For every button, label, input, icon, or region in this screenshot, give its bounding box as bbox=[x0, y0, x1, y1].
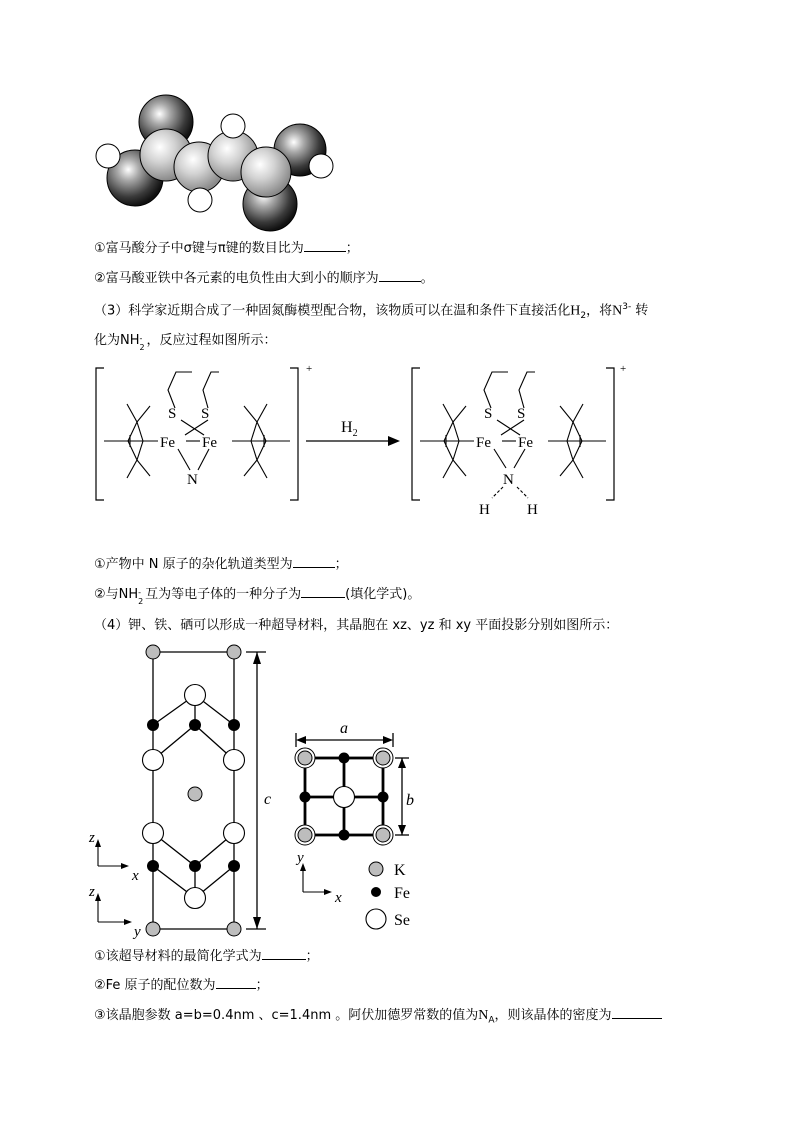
atom-K bbox=[298, 828, 312, 842]
atom-K bbox=[227, 645, 241, 659]
atom-S: S bbox=[201, 406, 210, 422]
legend-K-label: K bbox=[394, 862, 406, 879]
reaction-scheme bbox=[90, 360, 640, 525]
carbon-atom bbox=[241, 147, 291, 197]
legend-Fe-marker bbox=[371, 887, 381, 897]
part4-intro: （4）钾、铁、硒可以形成一种超导材料，其晶胞在 xz、yz 和 xy 平面投影分别如图所示： bbox=[94, 618, 619, 633]
atom-Se bbox=[185, 685, 206, 706]
atom-Fe bbox=[189, 860, 201, 872]
atom-N: N bbox=[187, 472, 198, 488]
legend-K-marker bbox=[369, 862, 383, 876]
answer-blank[interactable] bbox=[304, 251, 346, 252]
crystal-cell-projections bbox=[86, 640, 426, 940]
fumaric-acid-model bbox=[92, 92, 342, 232]
hydrogen-atom bbox=[96, 144, 120, 168]
atom-H: H bbox=[527, 502, 538, 518]
atom-Se bbox=[143, 750, 164, 771]
question-electronegativity-order: ②富马酸亚铁中各元素的电负性由大到小的顺序为 。 bbox=[94, 271, 434, 286]
axis-x-label: x bbox=[335, 890, 342, 906]
axis-x-label: x bbox=[132, 868, 139, 884]
atom-S: S bbox=[168, 406, 177, 422]
atom-Fe bbox=[147, 860, 159, 872]
atom-K bbox=[146, 645, 160, 659]
hydrogen-atom bbox=[309, 154, 333, 178]
atom-Fe bbox=[228, 860, 240, 872]
question-formula: ①该超导材料的最简化学式为 ； bbox=[94, 949, 319, 964]
answer-blank[interactable] bbox=[262, 959, 306, 960]
label-a: a bbox=[340, 720, 348, 737]
question-coordination-number: ②Fe 原子的配位数为 ； bbox=[94, 978, 269, 993]
question-density: ③该晶胞参数 a=b=0.4nm 、c=1.4nm 。阿伏加德罗常数的值为$N_A$，则该晶体的密度为 bbox=[94, 1007, 662, 1030]
question-fumaric-bond-ratio: ①富马酸分子中σ键与π键的数目比为 ； bbox=[94, 241, 359, 256]
answer-blank[interactable] bbox=[379, 281, 421, 282]
reagent-h2: $H_2$ bbox=[341, 419, 358, 439]
axis-z-label: z bbox=[89, 884, 95, 900]
atom-H: H bbox=[479, 502, 490, 518]
answer-blank[interactable] bbox=[293, 567, 335, 568]
atom-Fe bbox=[339, 830, 350, 841]
atom-Fe: Fe bbox=[202, 435, 217, 451]
legend-Se-marker bbox=[366, 909, 386, 929]
part3-intro-line1: （3）科学家近期合成了一种固氮酶模型配合物，该物质可以在温和条件下直接活化$H_2$，将$N^{3-}$ 转 bbox=[94, 302, 649, 321]
legend-Fe-label: Fe bbox=[394, 885, 410, 902]
question-hybridization: ①产物中 N 原子的杂化轨道类型为 ； bbox=[94, 557, 348, 572]
atom-Fe bbox=[300, 792, 311, 803]
atom-Fe bbox=[378, 792, 389, 803]
label-b: b bbox=[406, 792, 414, 809]
atom-Se bbox=[185, 888, 206, 909]
hydrogen-atom bbox=[221, 114, 245, 138]
question-isoelectronic: ②与NH - 2 互为等电子体的一种分子为 (填化学式)。 bbox=[94, 587, 421, 606]
atom-Fe bbox=[189, 719, 201, 731]
charge-plus: + bbox=[620, 363, 627, 375]
atom-Fe: Fe bbox=[160, 435, 175, 451]
answer-blank[interactable] bbox=[612, 1018, 662, 1019]
atom-K bbox=[376, 751, 390, 765]
part3-intro-line2: 化为NH - 2 ，反应过程如图所示： bbox=[94, 333, 277, 352]
atom-Fe bbox=[228, 719, 240, 731]
atom-S: S bbox=[484, 406, 493, 422]
legend-Se-label: Se bbox=[394, 912, 410, 929]
charge-plus: + bbox=[306, 363, 313, 375]
atom-K bbox=[188, 787, 202, 801]
atom-K bbox=[376, 828, 390, 842]
atom-Fe bbox=[147, 719, 159, 731]
axis-y-label: y bbox=[134, 924, 141, 940]
atom-K bbox=[227, 922, 241, 936]
axis-z-label: z bbox=[89, 830, 95, 846]
axis-y-label: y bbox=[297, 850, 304, 866]
label-c: c bbox=[264, 791, 272, 808]
atom-Se bbox=[143, 823, 164, 844]
atom-Fe: Fe bbox=[476, 435, 491, 451]
hydrogen-atom bbox=[188, 188, 212, 212]
answer-blank[interactable] bbox=[301, 597, 345, 598]
atom-Se bbox=[224, 750, 245, 771]
atom-Se bbox=[224, 823, 245, 844]
atom-Fe bbox=[339, 753, 350, 764]
atom-Fe: Fe bbox=[518, 435, 533, 451]
atom-N: N bbox=[503, 472, 514, 488]
atom-K bbox=[298, 751, 312, 765]
atom-Se bbox=[334, 787, 355, 808]
answer-blank[interactable] bbox=[216, 988, 256, 989]
atom-K bbox=[146, 922, 160, 936]
atom-S: S bbox=[517, 406, 526, 422]
